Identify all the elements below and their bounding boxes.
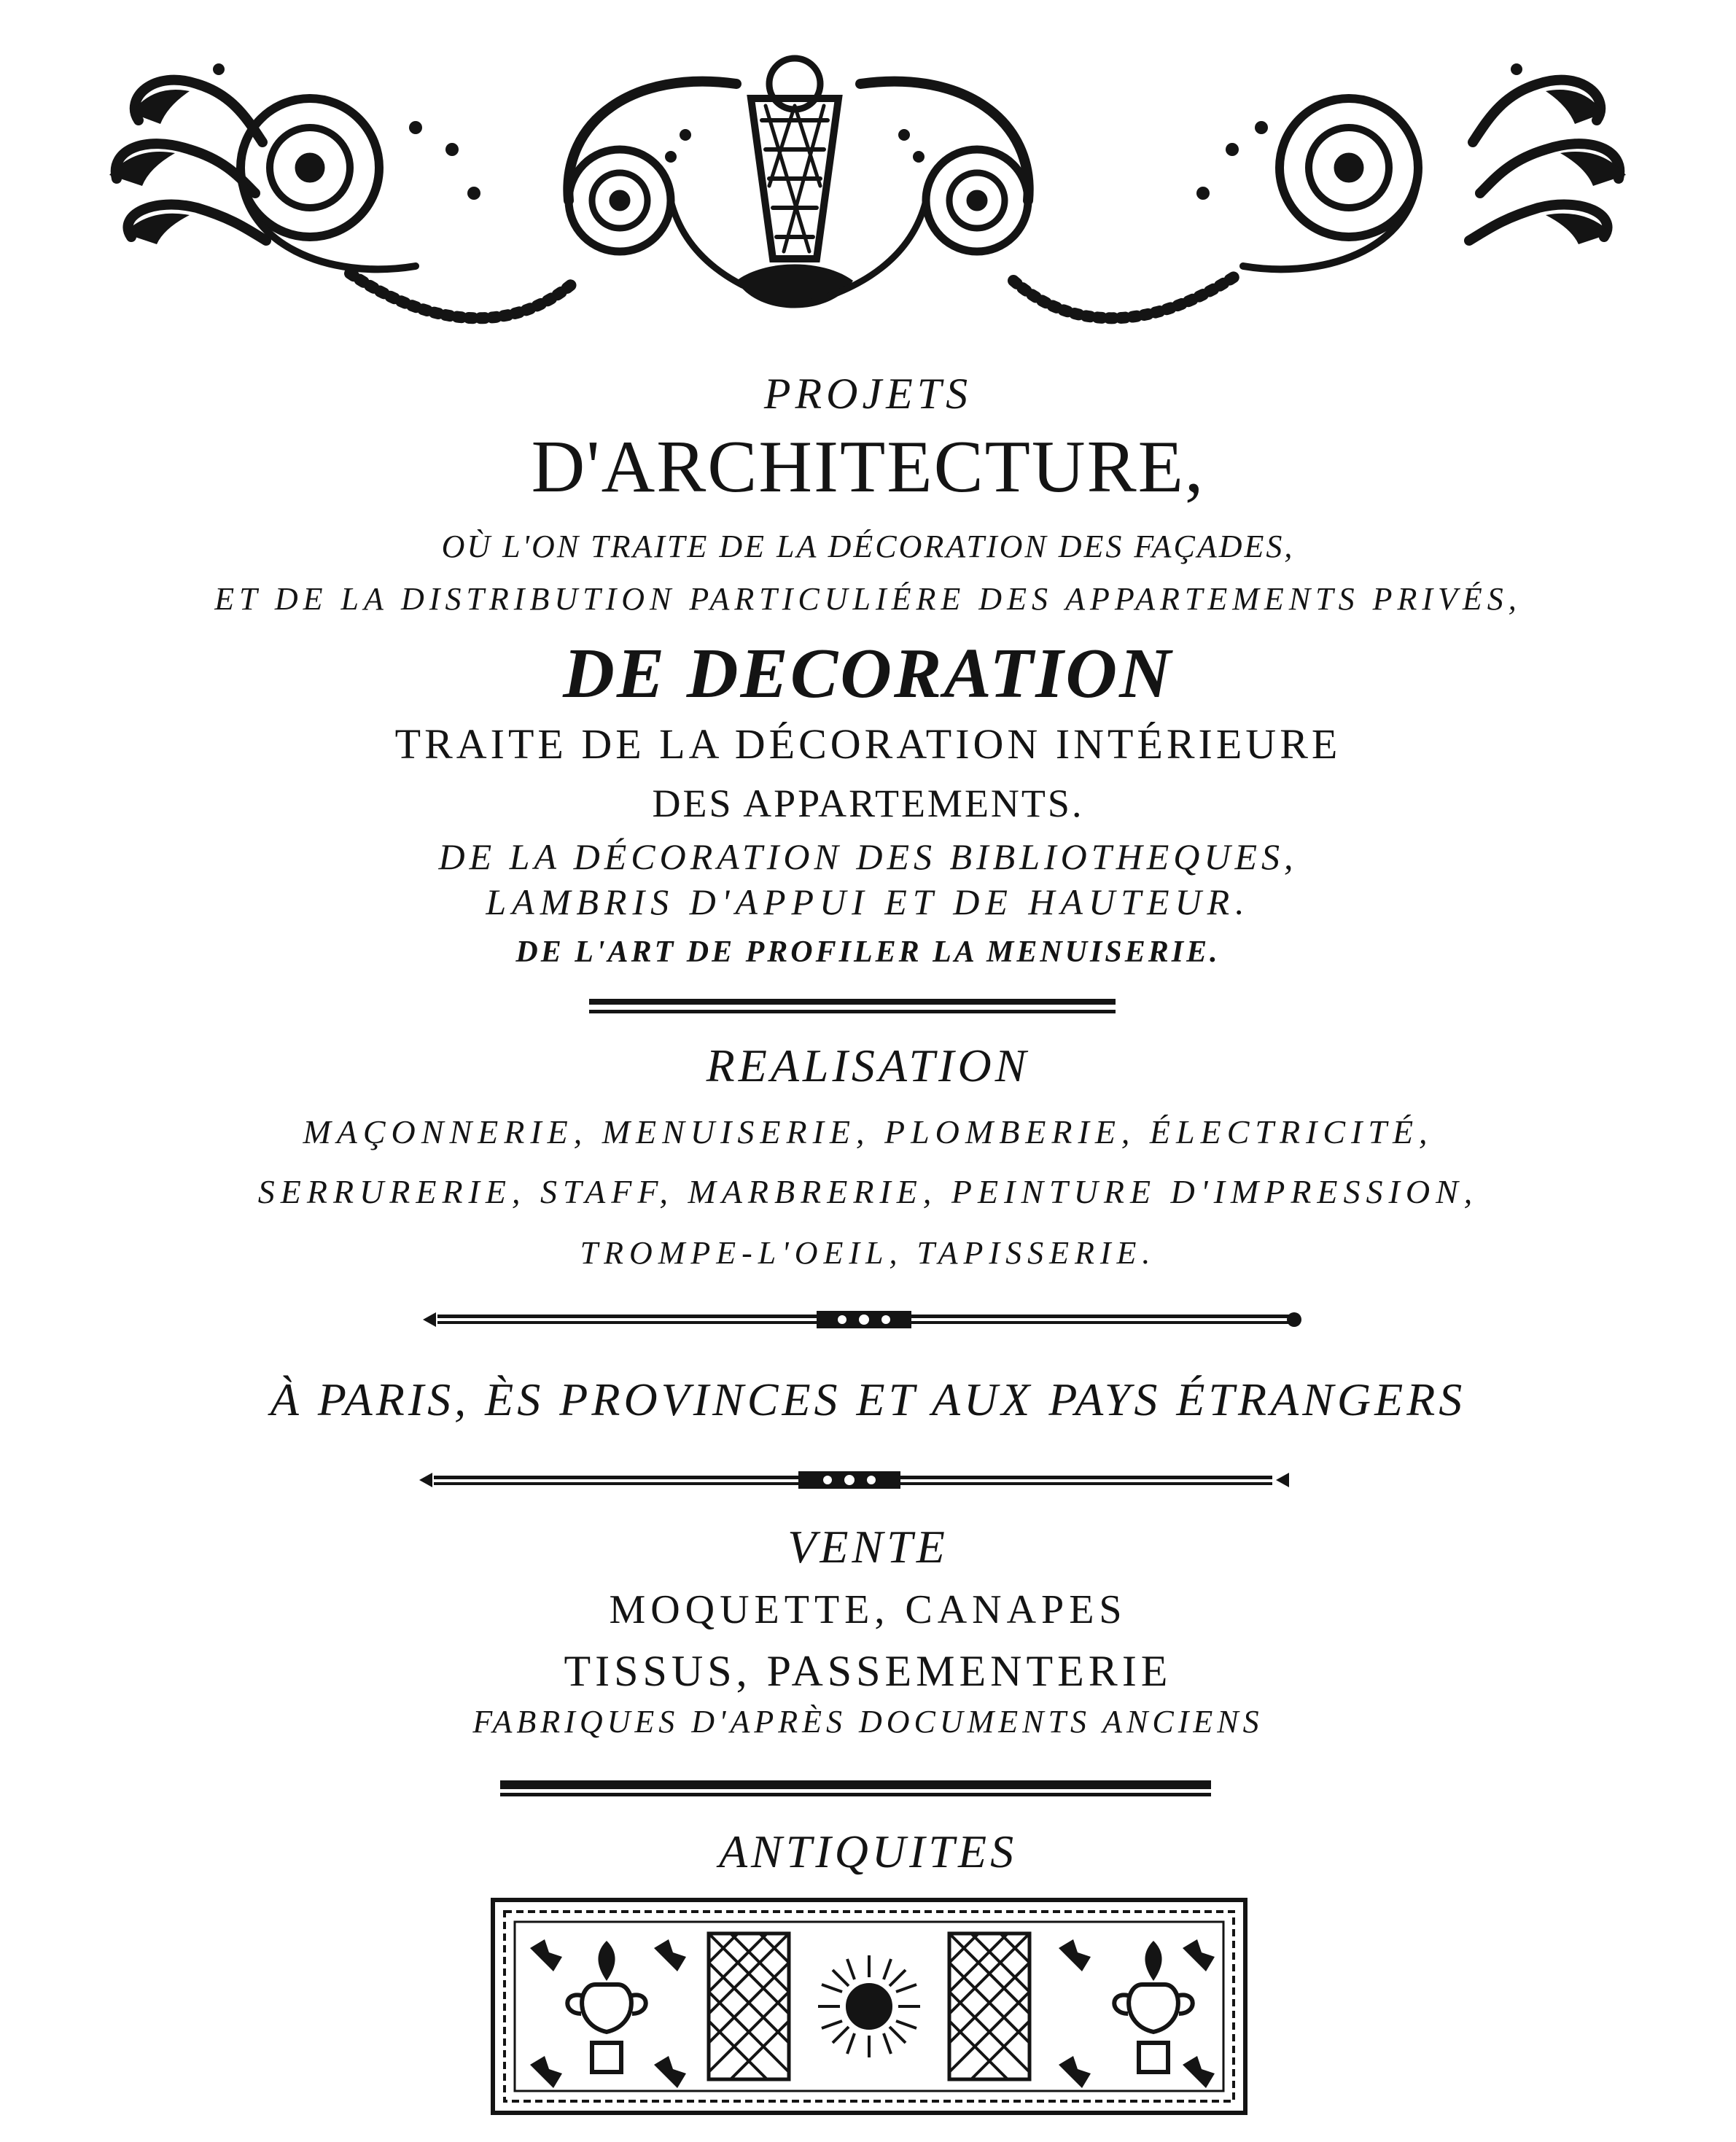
title-projets: PROJETS xyxy=(763,370,973,418)
subtitle-decoration-interieure: TRAITE DE LA DÉCORATION INTÉRIEURE xyxy=(394,720,1342,768)
ornamental-rule-icon xyxy=(423,1305,1305,1334)
heading-vente: VENTE xyxy=(787,1521,949,1573)
subtitle-appartements: DES APPARTEMENTS. xyxy=(652,782,1084,825)
ornamental-rule-icon xyxy=(419,1465,1291,1495)
vente-line-2: TISSUS, PASSEMENTERIE xyxy=(564,1647,1172,1695)
title-architecture: D'ARCHITECTURE, xyxy=(531,426,1205,508)
title-decoration: DE DECORATION xyxy=(563,634,1173,713)
double-rule-divider xyxy=(500,1780,1211,1798)
realisation-line-2: SERRURERIE, STAFF, MARBRERIE, PEINTURE D'IMPRESSION, xyxy=(257,1173,1479,1210)
acanthus-scroll-fleuron-icon xyxy=(109,40,1626,354)
heading-antiquites: ANTIQUITES xyxy=(718,1826,1018,1877)
realisation-line-1: MAÇONNERIE, MENUISERIE, PLOMBERIE, ÉLECTRICITÉ, xyxy=(303,1113,1433,1150)
heading-realisation: REALISATION xyxy=(706,1040,1030,1091)
subtitle-lambris: LAMBRIS D'APPUI ET DE HAUTEUR. xyxy=(486,881,1250,922)
location-line: À PARIS, ÈS PROVINCES ET AUX PAYS ÉTRANGERS xyxy=(270,1374,1466,1425)
vente-line-3: FABRIQUES D'APRÈS DOCUMENTS ANCIENS xyxy=(472,1704,1264,1740)
subtitle-menuiserie: DE L'ART DE PROFILER LA MENUISERIE. xyxy=(515,935,1221,969)
subtitle-facades: OÙ L'ON TRAITE DE LA DÉCORATION DES FAÇADES, xyxy=(441,529,1295,564)
vente-line-1: MOQUETTE, CANAPES xyxy=(609,1587,1127,1632)
urn-and-sunburst-frieze-icon xyxy=(490,1897,1248,2116)
double-rule-divider xyxy=(589,999,1116,1016)
subtitle-bibliotheques: DE LA DÉCORATION DES BIBLIOTHEQUES, xyxy=(438,836,1298,877)
subtitle-distribution: ET DE LA DISTRIBUTION PARTICULIÉRE DES APPARTEMENTS PRIVÉS, xyxy=(214,581,1522,617)
realisation-line-3: TROMPE-L'OEIL, TAPISSERIE. xyxy=(580,1235,1156,1271)
